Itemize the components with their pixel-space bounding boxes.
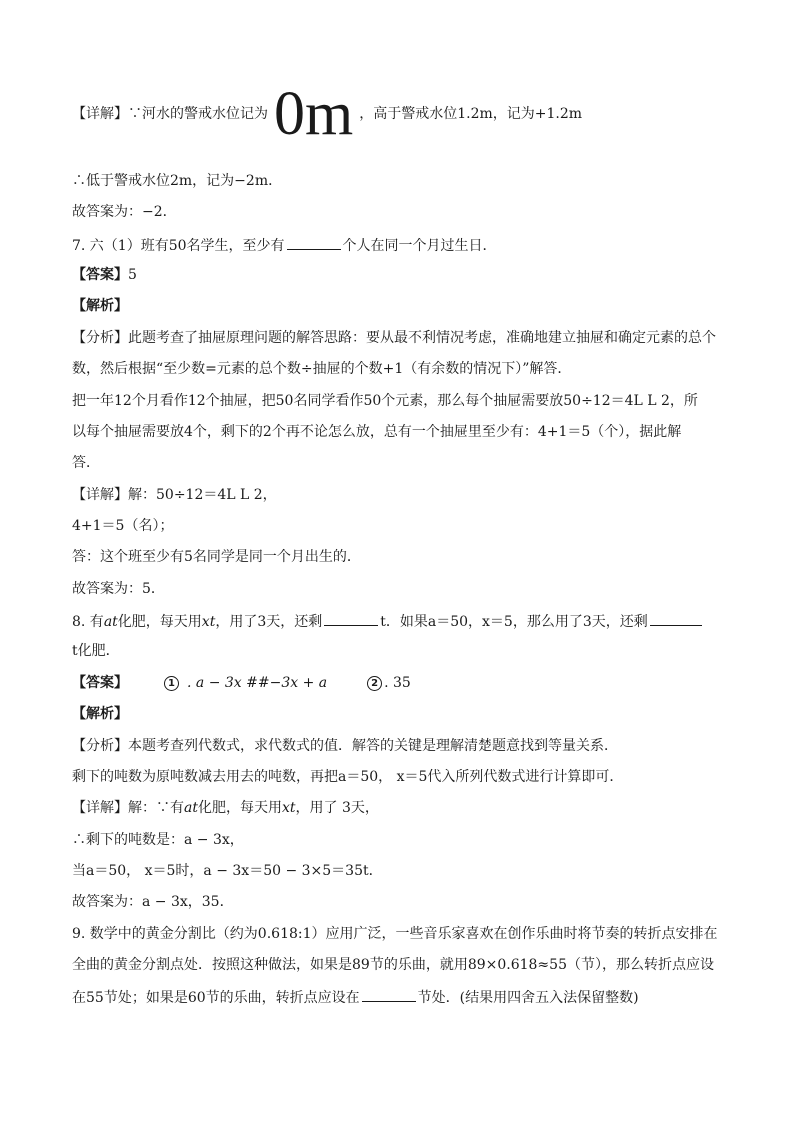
text-line: 故答案为：−2． <box>72 204 177 220</box>
text-line: 故答案为：5． <box>72 581 165 597</box>
text-line: 答． <box>72 455 100 471</box>
answer-line <box>72 266 722 284</box>
text-line: 剩下的吨数为原吨数减去用去的吨数，再把a＝50， x＝5代入所列代数式进行计算即可． <box>72 769 624 785</box>
question-7 <box>72 235 722 255</box>
text-line: ∴剩下的吨数是：a − 3x， <box>72 832 244 848</box>
question-9-line-1: 9. 数学中的黄金分割比（约为0.618:1）应用广泛，一些音乐家喜欢在创作乐曲时将节奏的转折点安排在 <box>72 926 718 942</box>
text: 【详解】∵河水的警戒水位记为 <box>72 106 268 122</box>
text: ，高于警戒水位1.2m，记为+1.2m <box>359 106 583 122</box>
answer-label: 【答案】 <box>72 267 128 283</box>
text-line: 【分析】此题考查了抽屉原理问题的解答思路：要从最不利情况考虑，准确地建立抽屉和确定元素的总个 <box>72 330 716 346</box>
math-var: xt <box>281 800 296 816</box>
answer-blank <box>362 987 416 1002</box>
question-text: 8. 有 <box>72 614 104 630</box>
circled-number-two: 2 <box>367 676 382 691</box>
answer-blank <box>324 611 378 626</box>
large-zero-m: 0m <box>274 80 354 148</box>
text-line: 把一年12个月看作12个抽屉，把50名同学看作50个元素，那么每个抽屉需要放50÷12＝4L L 2，所 <box>72 393 698 409</box>
text-line: 答：这个班至少有5名同学是同一个月出生的． <box>72 549 361 565</box>
question-text: 个人在同一个月过生日． <box>342 238 497 254</box>
answer-value: 5 <box>128 267 137 283</box>
math-var: xt <box>201 614 216 630</box>
answer-line <box>72 674 722 692</box>
answer-value: . a − 3x ##−3x + a <box>187 675 328 691</box>
circled-number-one: 1 <box>164 676 179 691</box>
text: 化肥，每天用 <box>197 800 282 816</box>
question-text: 化肥，每天用 <box>117 614 202 630</box>
answer-label: 【答案】 <box>72 675 128 691</box>
text-line: t化肥． <box>72 643 120 659</box>
text: 【详解】解：∵有 <box>72 800 184 816</box>
analysis-label: 【解析】 <box>72 706 128 722</box>
text: ，用了 3天， <box>295 800 379 816</box>
math-var: at <box>184 800 198 816</box>
text-line: 当a＝50， x＝5时，a − 3x＝50 − 3×5＝35t． <box>72 863 383 879</box>
analysis-label: 【解析】 <box>72 298 128 314</box>
detail-line <box>72 799 722 817</box>
answer-blank <box>287 235 341 250</box>
text-line: 数，然后根据“至少数=元素的总个数÷抽屉的个数+1（有余数的情况下）”解答． <box>72 361 572 377</box>
question-text: t．如果a＝50，x＝5，那么用了3天，还剩 <box>380 614 648 630</box>
answer-blank <box>650 611 702 626</box>
text-line: 【详解】解：50÷12＝4L L 2， <box>72 487 277 503</box>
text-line: 故答案为：a − 3x，35． <box>72 894 234 910</box>
question-9-line-2: 全曲的黄金分割点处．按照这种做法，如果是89节的乐曲，就用89×0.618≈55（节），那么转折点应设 <box>72 957 714 973</box>
question-text: 在55节处；如果是60节的乐曲，转折点应设在 <box>72 990 360 1006</box>
detail-line-water-level <box>72 80 722 148</box>
text-line: 【分析】本题考查列代数式，求代数式的值．解答的关键是理解清楚题意找到等量关系． <box>72 738 618 754</box>
question-9-line-3 <box>72 987 722 1007</box>
math-var: at <box>103 614 118 630</box>
question-text: 7. 六（1）班有50名学生，至少有 <box>72 238 285 254</box>
question-8 <box>72 611 722 631</box>
question-text: 节处．(结果用四舍五入法保留整数) <box>417 990 639 1006</box>
text-line: 以每个抽屉需要放4个，剩下的2个再不论怎么放，总有一个抽屉里至少有：4+1＝5（个），据此解 <box>72 424 682 440</box>
text-line: 4+1＝5（名）； <box>72 518 174 534</box>
text-line: ∴低于警戒水位2m，记为−2m． <box>72 173 283 189</box>
question-text: ，用了3天，还剩 <box>215 614 323 630</box>
answer-value: . 35 <box>384 675 411 691</box>
